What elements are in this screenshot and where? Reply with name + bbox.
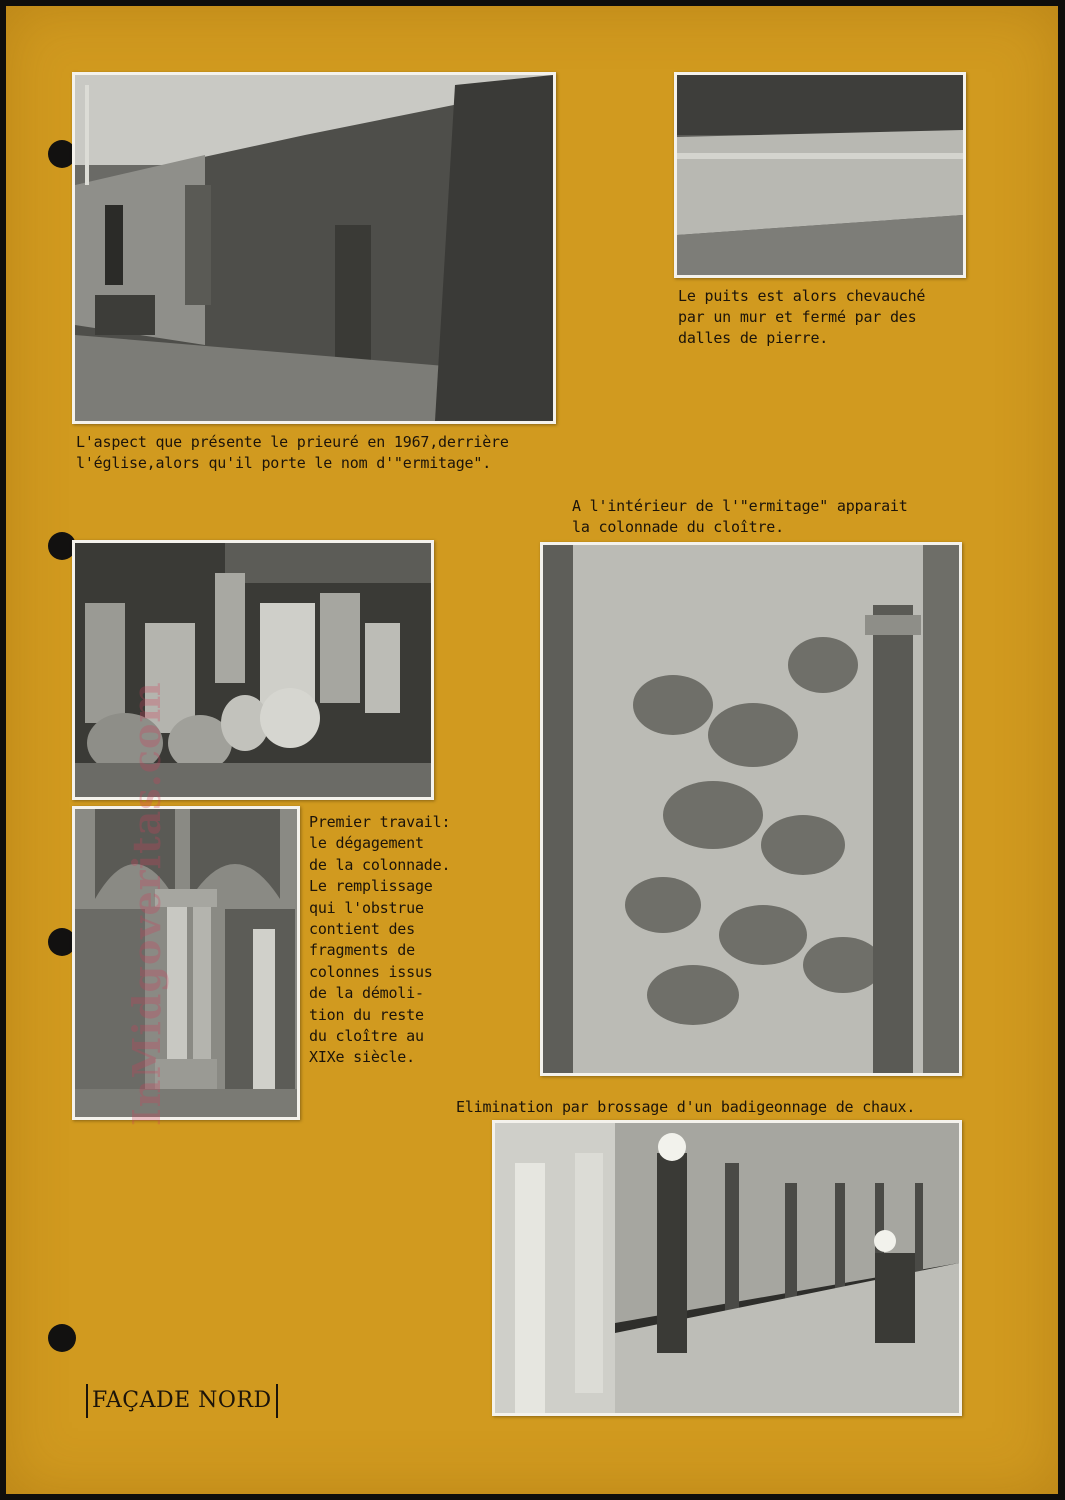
- caption-well: Le puits est alors chevauché par un mur et fermé par des dalles de pierre.: [678, 287, 926, 347]
- caption-interior: A l'intérieur de l'"ermitage" apparait la colonnade du cloître.: [572, 497, 908, 536]
- watermark: InMidgoveritas.com: [124, 681, 169, 1126]
- section-label: FAÇADE NORD: [86, 1384, 278, 1418]
- caption-brushing: Elimination par brossage d'un badigeonnage de chaux.: [456, 1098, 916, 1116]
- caption-priory: L'aspect que présente le prieuré en 1967,derrière l'église,alors qu'il porte le nom d'"ermitage".: [76, 433, 509, 472]
- caption-first-work: Premier travail: le dégagement de la colonnade. Le remplissage qui l'obstrue contient des fragments de colonnes issus de la démoli- tion du reste du cloître au XIXe siècle.: [309, 813, 451, 1067]
- photo-cloister-wall: [540, 542, 962, 1076]
- photo-cloister-arcade: [72, 806, 300, 1120]
- photo-priory-exterior: [72, 72, 556, 424]
- document-page: [6, 6, 1058, 1494]
- binder-hole: [48, 1324, 76, 1352]
- photo-workers-brushing: [492, 1120, 962, 1416]
- photo-well: [674, 72, 966, 278]
